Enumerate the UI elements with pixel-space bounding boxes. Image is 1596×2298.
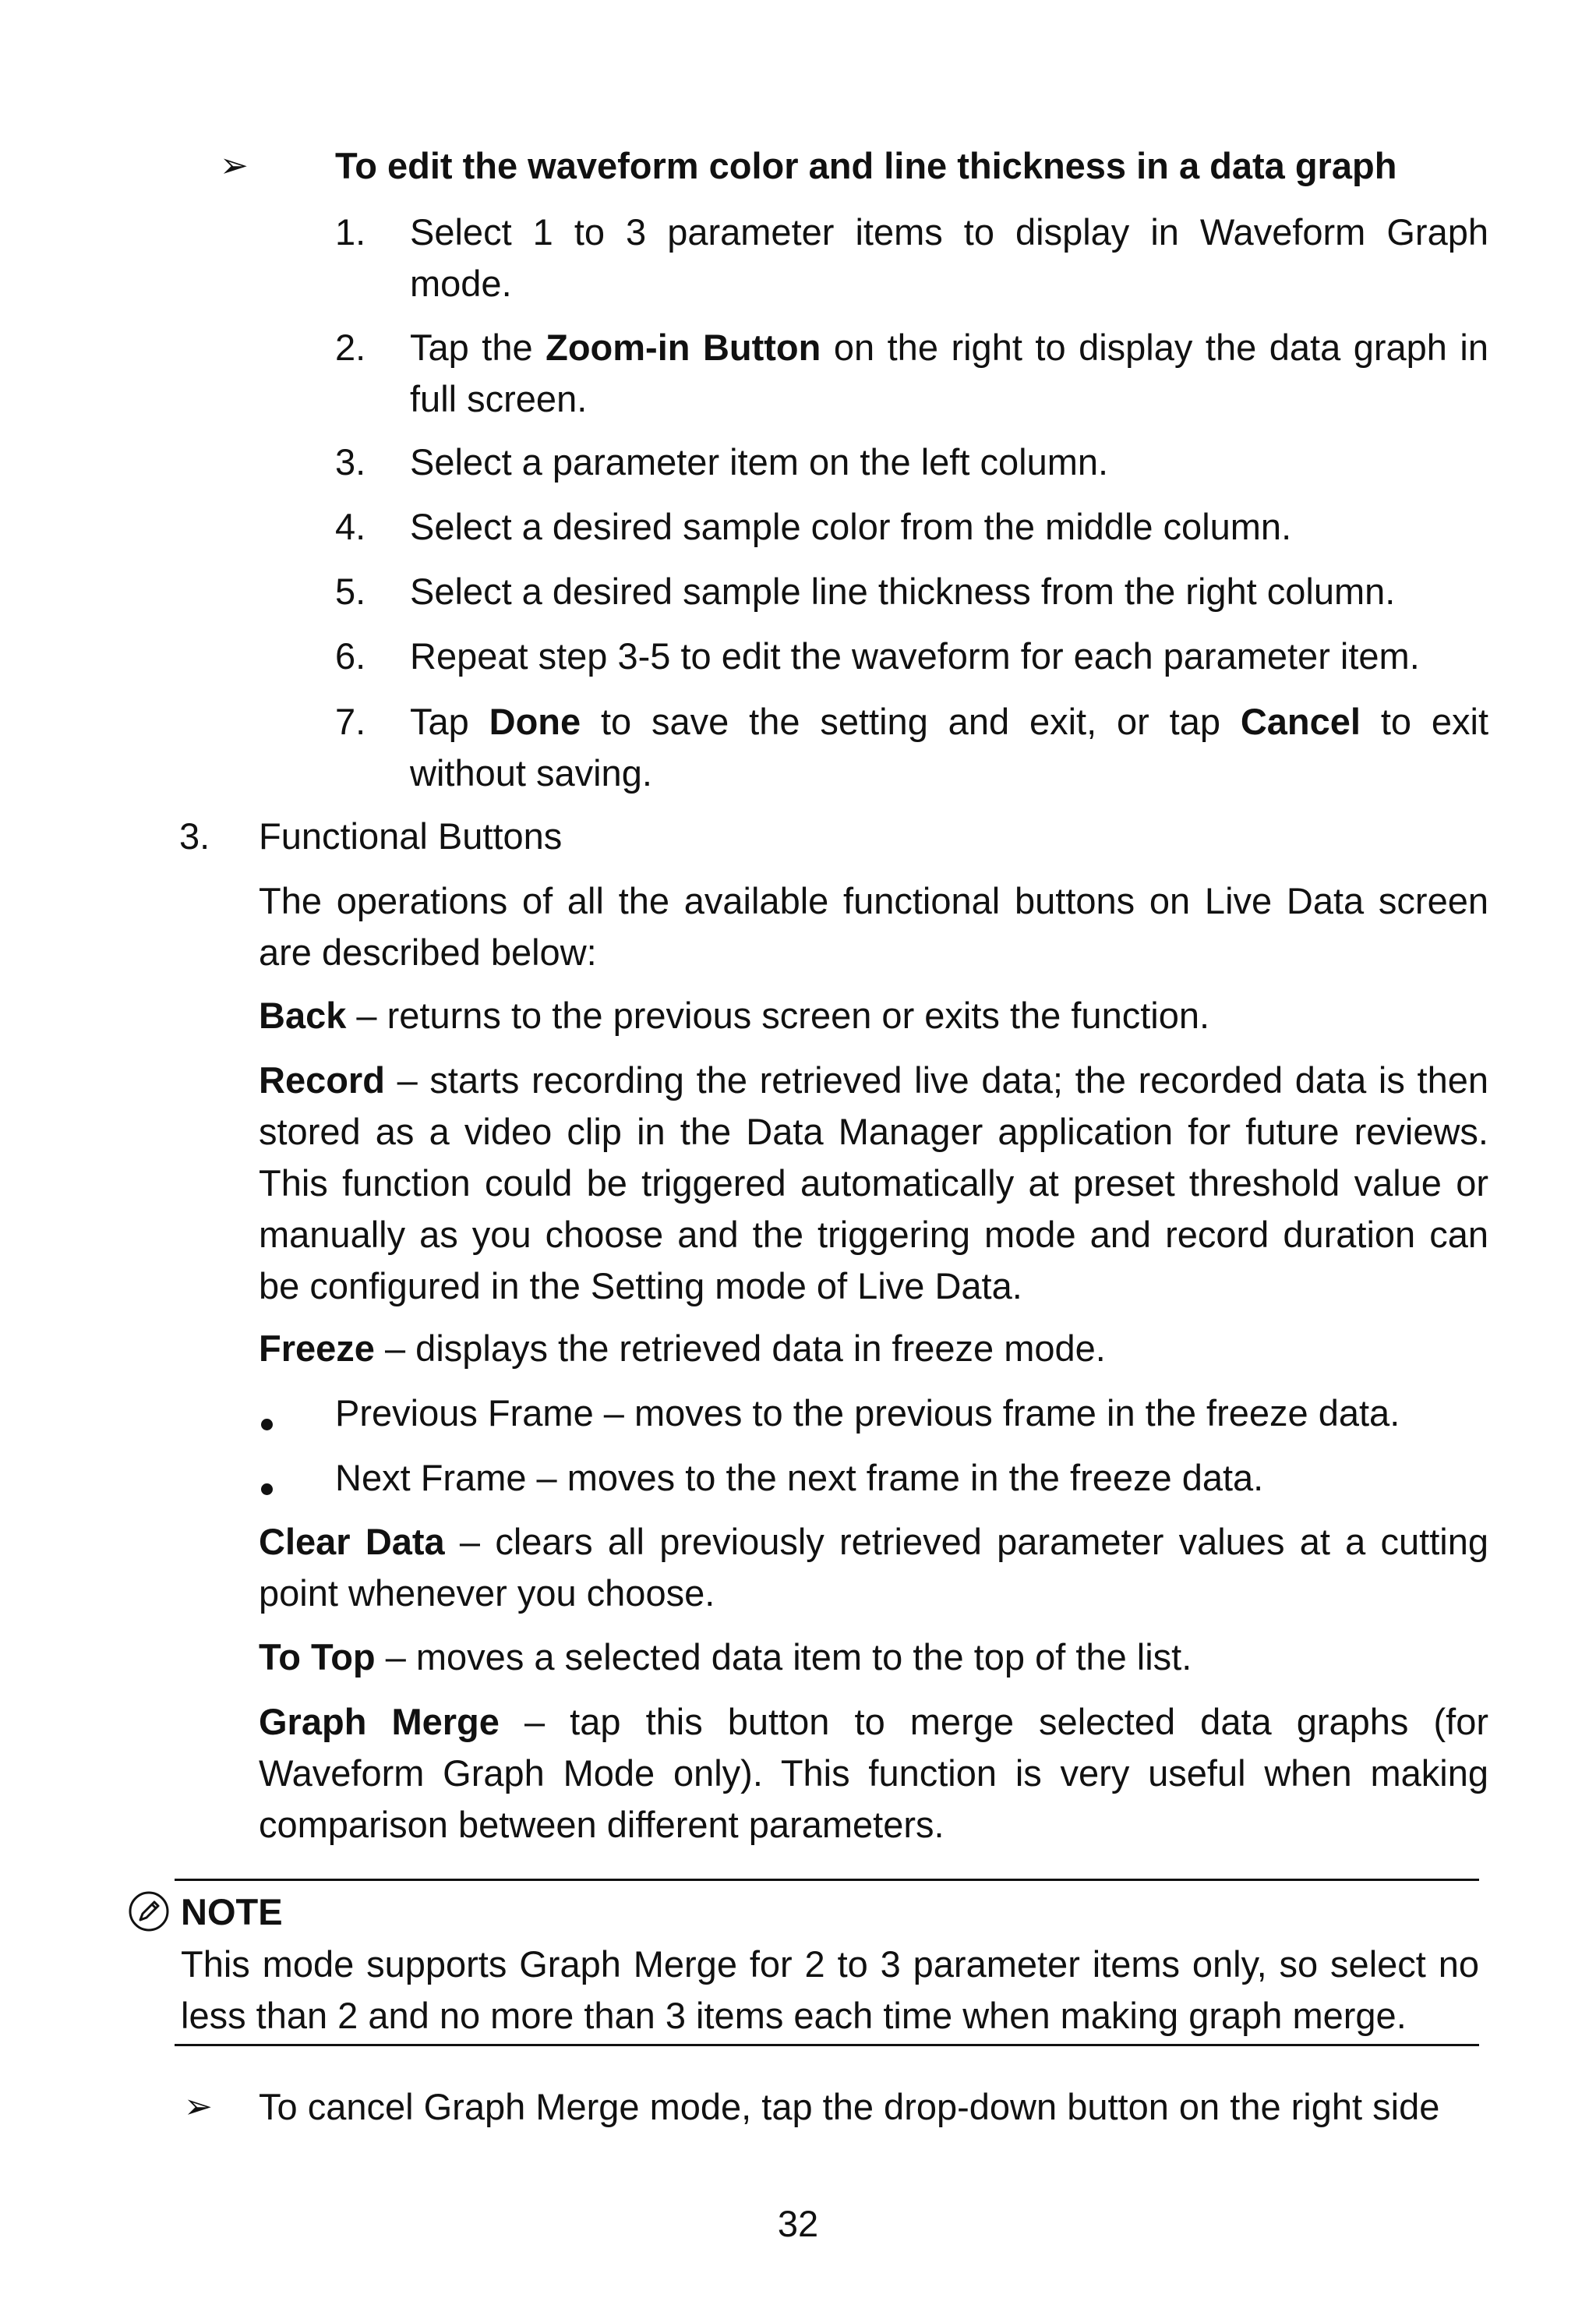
step-number: 2. — [335, 327, 366, 368]
step-text: Tap the Zoom-in Button on the right to display the data graph in full screen. — [410, 327, 1488, 419]
step-number: 4. — [335, 506, 366, 547]
step-number: 1. — [335, 211, 366, 253]
note-bottom-rule — [175, 2044, 1479, 2046]
page-number: 32 — [777, 2203, 819, 2244]
button-desc-to-top: To Top – moves a selected data item to the top of the list. — [259, 1636, 1192, 1678]
freeze-item: Previous Frame – moves to the previous frame in the freeze data. — [335, 1392, 1400, 1434]
button-desc-freeze: Freeze – displays the retrieved data in freeze mode. — [259, 1328, 1106, 1369]
cancel-merge-text: To cancel Graph Merge mode, tap the drop-down button on the right side — [259, 2086, 1440, 2127]
step-number: 3. — [335, 441, 366, 483]
section-number: 3. — [179, 815, 210, 857]
section-intro: The operations of all the available functional buttons on Live Data screen are described below: — [259, 880, 1488, 973]
step-number: 6. — [335, 635, 366, 677]
freeze-item: Next Frame – moves to the next frame in the freeze data. — [335, 1457, 1264, 1498]
step-number: 5. — [335, 571, 366, 612]
step-text: Select 1 to 3 parameter items to display in Waveform Graph mode. — [410, 211, 1488, 304]
button-desc-clear-data: Clear Data – clears all previously retrieved parameter values at a cutting point whenever you choose. — [259, 1521, 1488, 1614]
note-text: This mode supports Graph Merge for 2 to 3 parameter items only, so select no less than 2 and no more than 3 items each time when making graph merge. — [181, 1943, 1479, 2036]
step-text: Repeat step 3-5 to edit the waveform for each parameter item. — [410, 635, 1420, 677]
step-text: Select a desired sample line thickness from the right column. — [410, 571, 1396, 612]
button-desc-record: Record – starts recording the retrieved live data; the recorded data is then stored as a video clip in the Data Manager application for future reviews. This function could be triggered automatically at preset threshold value or manually as you choose and the triggering mode and record duration can be configured in the Setting mode of Live Data. — [259, 1059, 1488, 1306]
section-title: Functional Buttons — [259, 815, 563, 857]
note-top-rule — [175, 1879, 1479, 1881]
arrow-bullet-icon: ➢ — [184, 2088, 213, 2126]
step-text: Tap Done to save the setting and exit, or tap Cancel to exit without saving. — [410, 701, 1489, 794]
step-text: Select a parameter item on the left column. — [410, 441, 1109, 483]
pencil-note-icon — [128, 1890, 170, 1932]
button-desc-graph-merge: Graph Merge – tap this button to merge selected data graphs (for Waveform Graph Mode only). This function is very useful when making comparison between different parameters. — [259, 1701, 1488, 1845]
step-text: Select a desired sample color from the middle column. — [410, 506, 1292, 547]
procedure-heading: To edit the waveform color and line thickness in a data graph — [335, 145, 1397, 186]
bullet-dot-icon — [261, 1483, 273, 1495]
note-label: NOTE — [181, 1891, 283, 1932]
button-desc-back: Back – returns to the previous screen or exits the function. — [259, 995, 1210, 1036]
arrow-bullet-icon: ➢ — [220, 147, 249, 185]
bullet-dot-icon — [261, 1419, 273, 1430]
step-number: 7. — [335, 701, 366, 742]
